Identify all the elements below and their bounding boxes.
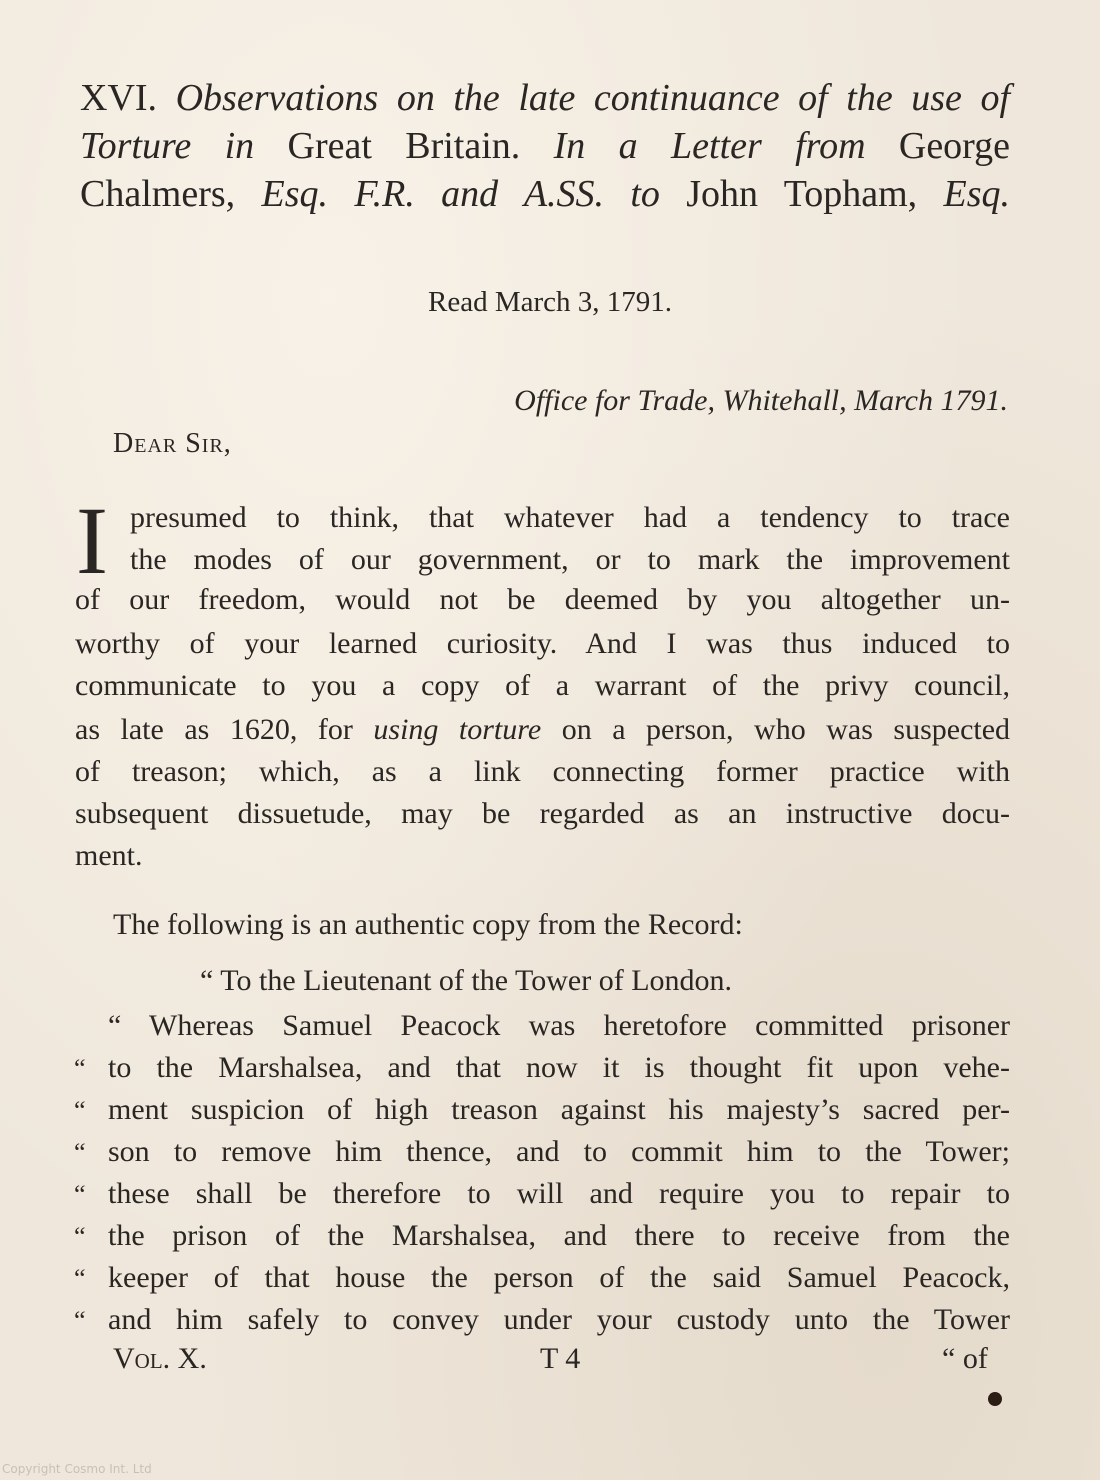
title-roman-text: John Topham, <box>686 173 918 215</box>
body-text: as late as 1620, for <box>75 713 353 746</box>
title-roman-text: Great Britain. <box>287 125 521 167</box>
quote-line: son to remove him thence, and to commit him to the Tower; <box>108 1135 1010 1168</box>
quote-mark: “ <box>74 1096 86 1125</box>
body-line: worthy of your learned curiosity. And I was thus induced to <box>75 627 1010 660</box>
article-title-line-3 <box>80 172 1010 216</box>
quote-line: “ Whereas Samuel Peacock was heretofore committed prisoner <box>108 1009 1010 1042</box>
quote-mark: “ <box>74 1054 86 1083</box>
quote-line: and him safely to convey under your custody unto the Tower <box>108 1303 1010 1336</box>
warrant-address: “ To the Lieutenant of the Tower of London. <box>200 964 733 997</box>
quote-mark: “ <box>74 1222 86 1251</box>
body-line: communicate to you a copy of a warrant of the privy council, <box>75 669 1010 702</box>
catchword: “ of <box>942 1342 988 1375</box>
body-line: of treason; which, as a link connecting former practice with <box>75 755 1010 788</box>
body-line: subsequent dissuetude, may be regarded as an instructive docu- <box>75 797 1010 830</box>
quote-line: to the Marshalsea, and that now it is thought fit upon vehe- <box>108 1051 1010 1084</box>
quote-mark: “ <box>74 1264 86 1293</box>
quote-line: these shall be therefore to will and require you to repair to <box>108 1177 1010 1210</box>
copyright-watermark: Copyright Cosmo Int. Ltd <box>2 1462 152 1476</box>
title-italic-text: Esq. <box>943 173 1011 215</box>
quote-mark: “ <box>74 1180 86 1209</box>
body-line: presumed to think, that whatever had a tendency to trace <box>130 501 1010 534</box>
title-italic-text: Torture in <box>80 125 255 167</box>
body-text: on a person, who was suspected <box>561 713 1011 746</box>
title-italic-text: Observations on the late continuance of the use of <box>175 77 1011 119</box>
body-line: of our freedom, would not be deemed by you altogether un- <box>75 583 1010 616</box>
drop-cap: I <box>76 487 108 594</box>
article-number: XVI. <box>80 77 158 119</box>
quote-line: the prison of the Marshalsea, and there to receive from the <box>108 1219 1010 1252</box>
letter-dateline: Office for Trade, Whitehall, March 1791. <box>514 384 1008 417</box>
title-italic-text: Esq. F.R. and A.SS. to <box>261 173 660 215</box>
article-title-line-1 <box>80 76 1010 120</box>
quote-mark: “ <box>74 1138 86 1167</box>
body-line <box>75 710 1010 750</box>
article-title-line-2 <box>80 124 1010 168</box>
body-line: ment. <box>75 839 143 872</box>
ink-spot <box>988 1392 1002 1406</box>
read-date: Read March 3, 1791. <box>427 286 673 318</box>
signature-mark: T 4 <box>540 1342 581 1375</box>
record-intro: The following is an authentic copy from the Record: <box>113 908 743 941</box>
quote-line: ment suspicion of high treason against his majesty’s sacred per- <box>108 1093 1010 1126</box>
body-italic-text: using torture <box>373 713 542 746</box>
quote-line: keeper of that house the person of the said Samuel Peacock, <box>108 1261 1010 1294</box>
volume-number: Vol. X. <box>113 1342 207 1375</box>
title-roman-text: Chalmers, <box>80 173 236 215</box>
salutation: Dear Sir, <box>113 428 232 459</box>
title-roman-text: George <box>898 125 1011 167</box>
title-italic-text: In a Letter from <box>553 125 866 167</box>
quote-mark: “ <box>74 1306 86 1335</box>
body-line: the modes of our government, or to mark the improvement <box>130 543 1010 576</box>
